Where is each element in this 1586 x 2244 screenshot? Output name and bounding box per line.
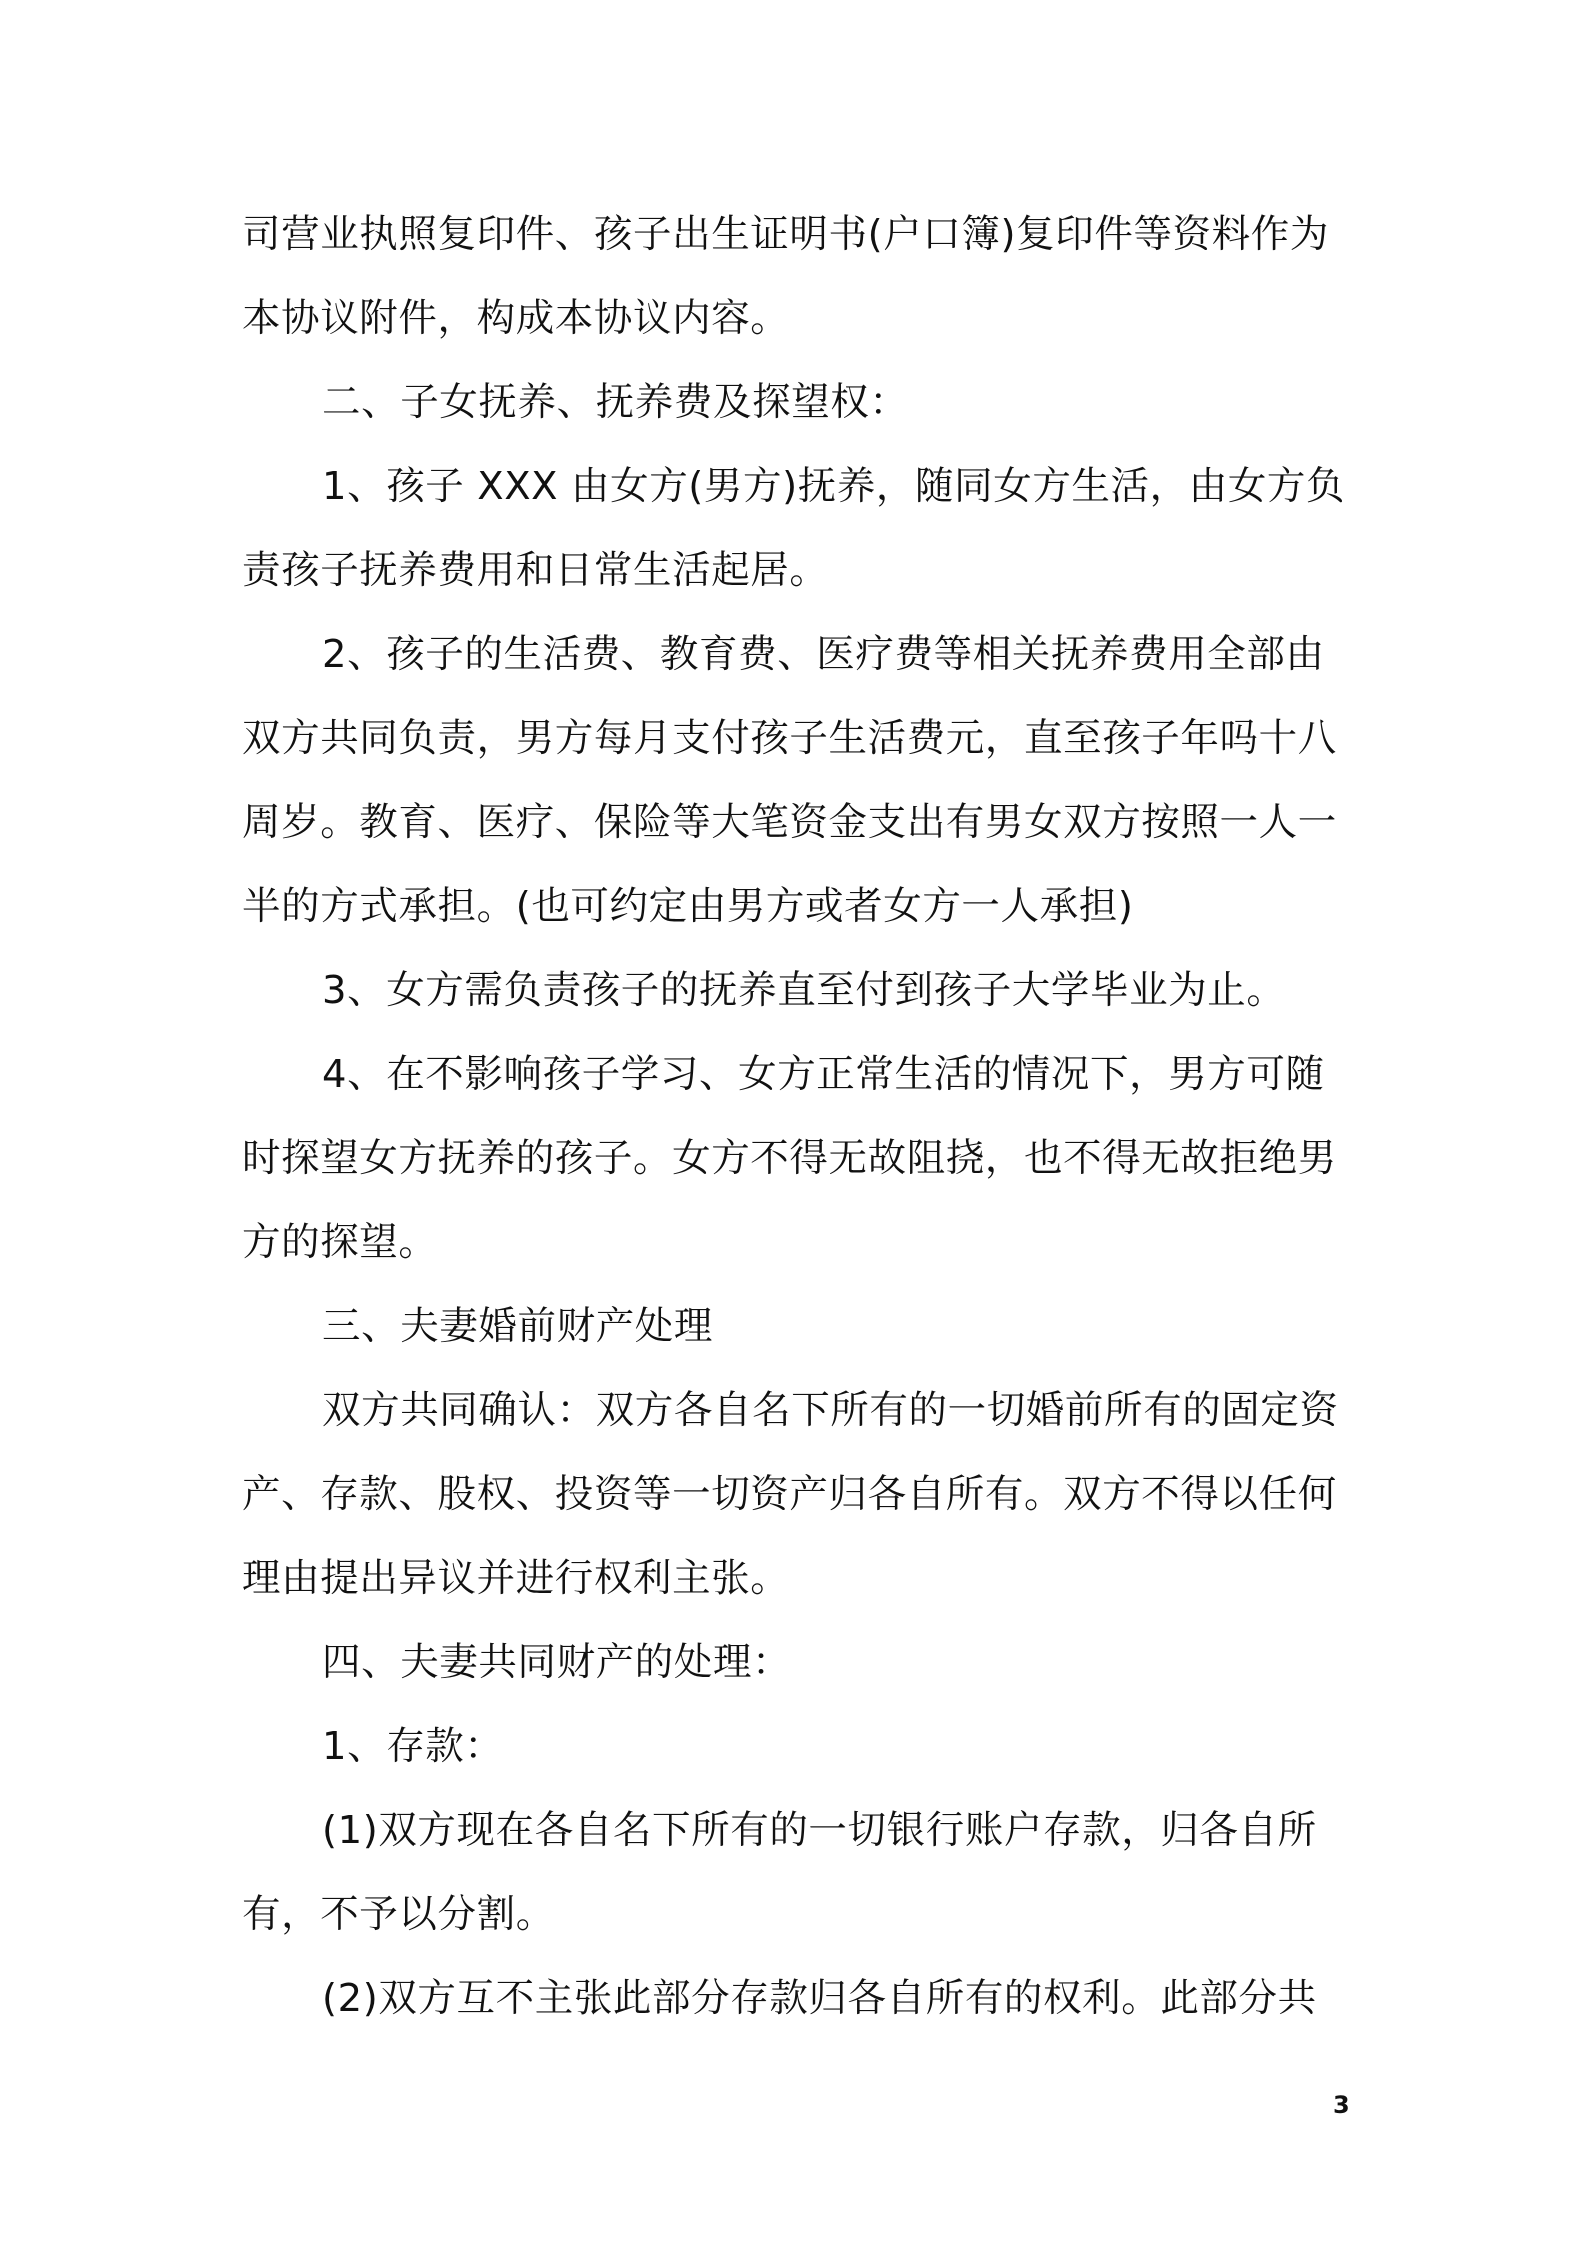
text-line: 4、在不影响孩子学习、女方正常生活的情况下，男方可随: [322, 1052, 1325, 1097]
text-line: 1、孩子 XXX 由女方(男方)抚养，随同女方生活，由女方负: [322, 464, 1346, 509]
text-line: 2、孩子的生活费、教育费、医疗费等相关抚养费用全部由: [322, 632, 1325, 677]
text-line: (1)双方现在各自名下所有的一切银行账户存款，归各自所: [322, 1808, 1317, 1853]
section-heading: 三、夫妻婚前财产处理: [322, 1304, 714, 1349]
text-line: 1、存款：: [322, 1724, 504, 1769]
text-line: 时探望女方抚养的孩子。女方不得无故阻挠，也不得无故拒绝男: [242, 1136, 1337, 1181]
text-line: (2)双方互不主张此部分存款归各自所有的权利。此部分共: [322, 1976, 1317, 2021]
text-line: 理由提出异议并进行权利主张。: [242, 1556, 790, 1601]
text-line: 方的探望。: [242, 1220, 438, 1265]
text-line: 责孩子抚养费用和日常生活起居。: [242, 548, 829, 593]
document-body: [242, 193, 1354, 2041]
text-line: 3、女方需负责孩子的抚养直至付到孩子大学毕业为止。: [322, 968, 1286, 1013]
text-line: 半的方式承担。(也可约定由男方或者女方一人承担): [242, 884, 1134, 929]
page-number: 3: [1333, 2091, 1350, 2119]
section-heading: 四、夫妻共同财产的处理：: [322, 1640, 792, 1685]
text-line: 产、存款、股权、投资等一切资产归各自所有。双方不得以任何: [242, 1472, 1337, 1517]
text-line: 有，不予以分割。: [242, 1892, 555, 1937]
text-line: 本协议附件，构成本协议内容。: [242, 296, 790, 341]
text-line: 双方共同负责，男方每月支付孩子生活费元，直至孩子年吗十八: [242, 716, 1337, 761]
text-line: 周岁。教育、医疗、保险等大笔资金支出有男女双方按照一人一: [242, 800, 1337, 845]
text-line: 双方共同确认：双方各自名下所有的一切婚前所有的固定资: [322, 1388, 1339, 1433]
section-heading: 二、子女抚养、抚养费及探望权：: [322, 380, 909, 425]
text-line: 司营业执照复印件、孩子出生证明书(户口簿)复印件等资料作为: [242, 212, 1329, 257]
